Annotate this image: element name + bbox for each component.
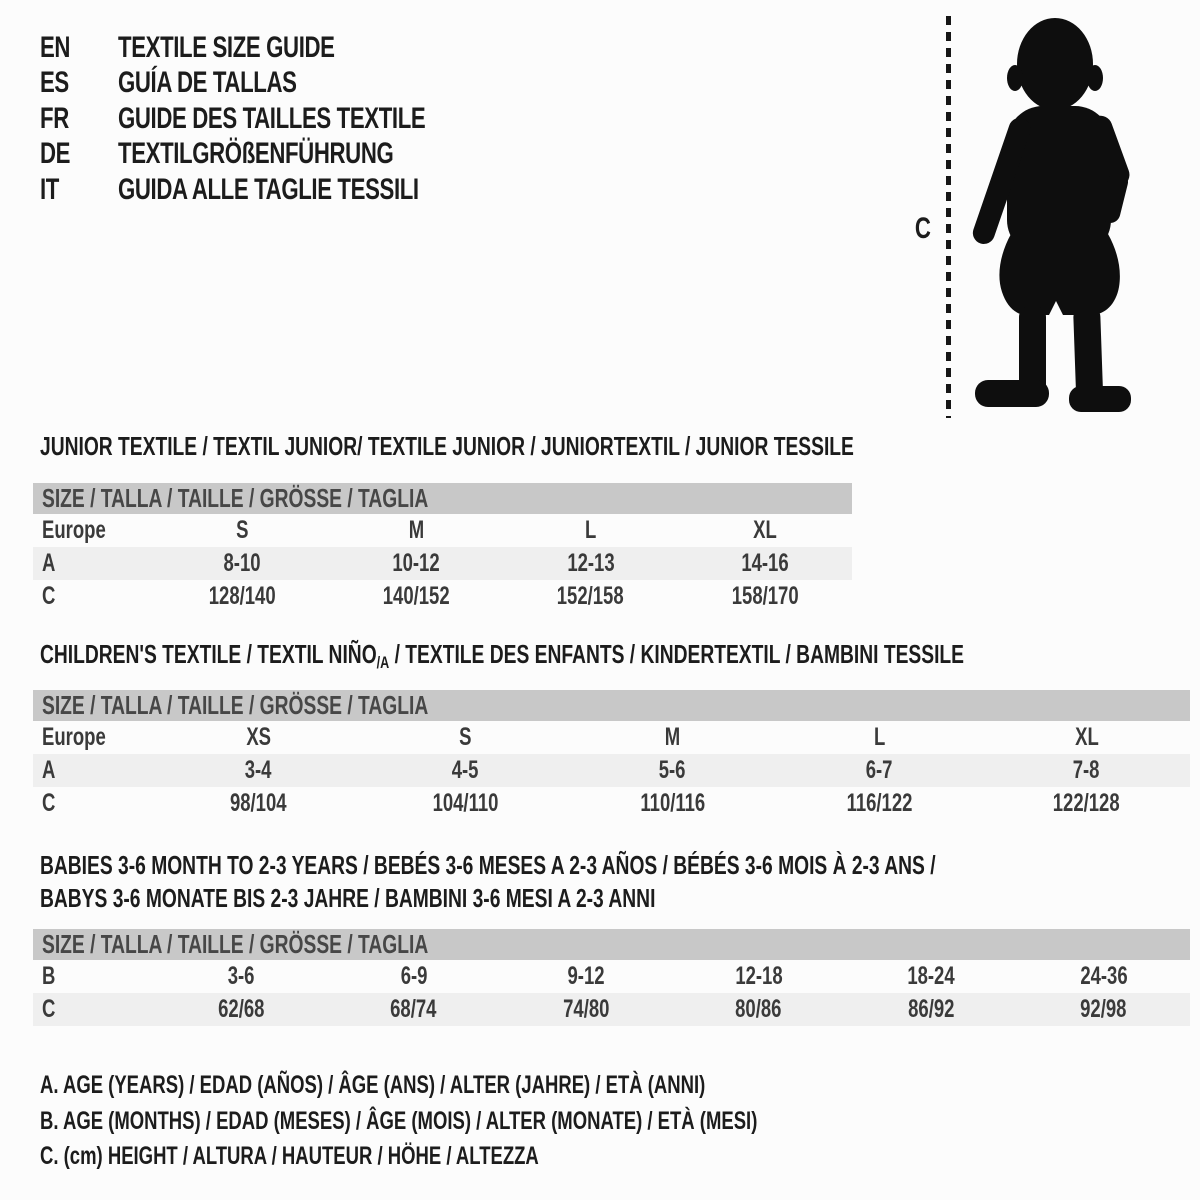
language-title: GUIDA ALLE TAGLIE TESSILI (118, 172, 419, 206)
language-code: EN (40, 30, 71, 64)
value-cell: XL (753, 516, 777, 544)
language-title: GUÍA DE TALLAS (118, 66, 297, 100)
value-cell: 7-8 (1073, 756, 1100, 784)
size-header-text: SIZE / TALLA / TAILLE / GRÖSSE / TAGLIA (42, 483, 429, 513)
row-label-cell: C (42, 582, 56, 610)
size-header-bar (33, 929, 1190, 960)
language-title-list (40, 30, 533, 208)
value-cell: S (235, 516, 249, 544)
babies-section-heading (40, 849, 1200, 915)
value-cell: 122/128 (1053, 789, 1120, 817)
value-cell: 8-10 (223, 549, 261, 577)
value-cell: 14-16 (741, 549, 789, 577)
value-cell: 86/92 (908, 995, 955, 1023)
babies-size-table (33, 929, 1190, 1026)
children-size-table (33, 690, 1190, 820)
value-cell: 9-12 (567, 962, 605, 990)
language-row-en (40, 30, 533, 66)
value-cell: 6-9 (400, 962, 428, 990)
junior-section-heading (40, 430, 1140, 463)
table-row-europe (33, 514, 852, 547)
size-header-text: SIZE / TALLA / TAILLE / GRÖSSE / TAGLIA (42, 929, 429, 959)
table-row-age-months (33, 960, 1190, 993)
value-cell: 3-6 (227, 962, 255, 990)
value-cell: 4-5 (452, 756, 479, 784)
value-cell: M (408, 516, 425, 544)
value-cell: XL (1074, 723, 1099, 751)
language-row-de (40, 137, 533, 173)
language-row-es (40, 66, 533, 102)
language-title: TEXTILE SIZE GUIDE (118, 30, 335, 64)
value-cell: 98/104 (230, 789, 287, 817)
value-cell: 104/110 (432, 789, 499, 817)
value-cell: 68/74 (390, 995, 437, 1023)
language-row-fr (40, 101, 533, 137)
value-cell: 80/86 (735, 995, 782, 1023)
value-cell: L (873, 723, 886, 751)
value-cell: S (459, 723, 472, 751)
row-label-cell: Europe (42, 723, 106, 751)
value-cell: 10-12 (392, 549, 441, 577)
row-label-cell: B (42, 962, 56, 990)
value-cell: 140/152 (382, 582, 450, 610)
babies-heading-line2: BABYS 3-6 MONATE BIS 2-3 JAHRE / BAMBINI 3-6 MESI A 2-3 ANNI (40, 883, 656, 913)
height-measure-label: C (914, 212, 931, 245)
language-code: IT (40, 172, 59, 206)
table-row-height-cm (33, 993, 1190, 1026)
value-cell: L (584, 516, 597, 544)
measurement-legend (40, 1068, 1009, 1175)
value-cell: 92/98 (1080, 995, 1127, 1023)
value-cell: 6-7 (866, 756, 893, 784)
value-cell: 24-36 (1080, 962, 1128, 990)
junior-section-heading-text: JUNIOR TEXTILE / TEXTIL JUNIOR/ TEXTILE JUNIOR / JUNIORTEXTIL / JUNIOR TESSILE (40, 431, 854, 461)
legend-line-c: C. (cm) HEIGHT / ALTURA / HAUTEUR / HÖHE / ALTEZZA (40, 1142, 539, 1170)
table-row-height-cm (33, 787, 1190, 820)
value-cell: 12-13 (566, 549, 615, 577)
value-cell: 5-6 (659, 756, 686, 784)
table-row-height-cm (33, 580, 852, 613)
value-cell: 74/80 (563, 995, 610, 1023)
value-cell: 116/122 (846, 789, 913, 817)
legend-line-b: B. AGE (MONTHS) / EDAD (MESES) / ÂGE (MOIS) / ALTER (MONATE) / ETÀ (MESI) (40, 1106, 758, 1135)
value-cell: 12-18 (735, 962, 783, 990)
babies-heading-line1: BABIES 3-6 MONTH TO 2-3 YEARS / BEBÉS 3-6 MESES A 2-3 AÑOS / BÉBÉS 3-6 MOIS À 2-3 ANS / (40, 850, 936, 880)
legend-line-a: A. AGE (YEARS) / EDAD (AÑOS) / ÂGE (ANS) / ALTER (JAHRE) / ETÀ (ANNI) (40, 1071, 706, 1099)
size-header-bar (33, 690, 1190, 721)
value-cell: M (664, 723, 681, 751)
value-cell: 158/170 (731, 582, 799, 610)
children-section-heading (40, 638, 1200, 679)
language-row-it (40, 172, 533, 208)
language-code: DE (40, 137, 71, 171)
row-label-cell: C (42, 995, 56, 1023)
value-cell: 62/68 (218, 995, 265, 1023)
table-row-europe (33, 721, 1190, 754)
value-cell: 128/140 (208, 582, 276, 610)
row-label-cell: A (42, 756, 56, 784)
height-dashed-line (946, 16, 951, 418)
language-code: FR (40, 101, 69, 135)
table-row-age-years (33, 754, 1190, 787)
language-title: GUIDE DES TAILLES TEXTILE (118, 101, 426, 135)
nino-a-subscript: /A (376, 653, 390, 672)
value-cell: 110/116 (640, 789, 705, 817)
language-code: ES (40, 66, 69, 100)
junior-size-table (33, 483, 852, 613)
row-label-cell: C (42, 789, 56, 817)
value-cell: 18-24 (907, 962, 955, 990)
children-section-heading-text: CHILDREN'S TEXTILE / TEXTIL NIÑO/A / TEXTILE DES ENFANTS / KINDERTEXTIL / BAMBINI TESSILE (40, 639, 965, 672)
value-cell: 3-4 (245, 756, 272, 784)
value-cell: 152/158 (557, 582, 625, 610)
value-cell: XS (246, 723, 271, 751)
size-header-text: SIZE / TALLA / TAILLE / GRÖSSE / TAGLIA (42, 690, 429, 720)
toddler-silhouette-image (963, 14, 1141, 418)
row-label-cell: A (42, 549, 56, 577)
table-row-age-years (33, 547, 852, 580)
language-title: TEXTILGRÖßENFÜHRUNG (118, 137, 394, 171)
size-header-bar (33, 483, 852, 514)
row-label-cell: Europe (42, 516, 106, 544)
